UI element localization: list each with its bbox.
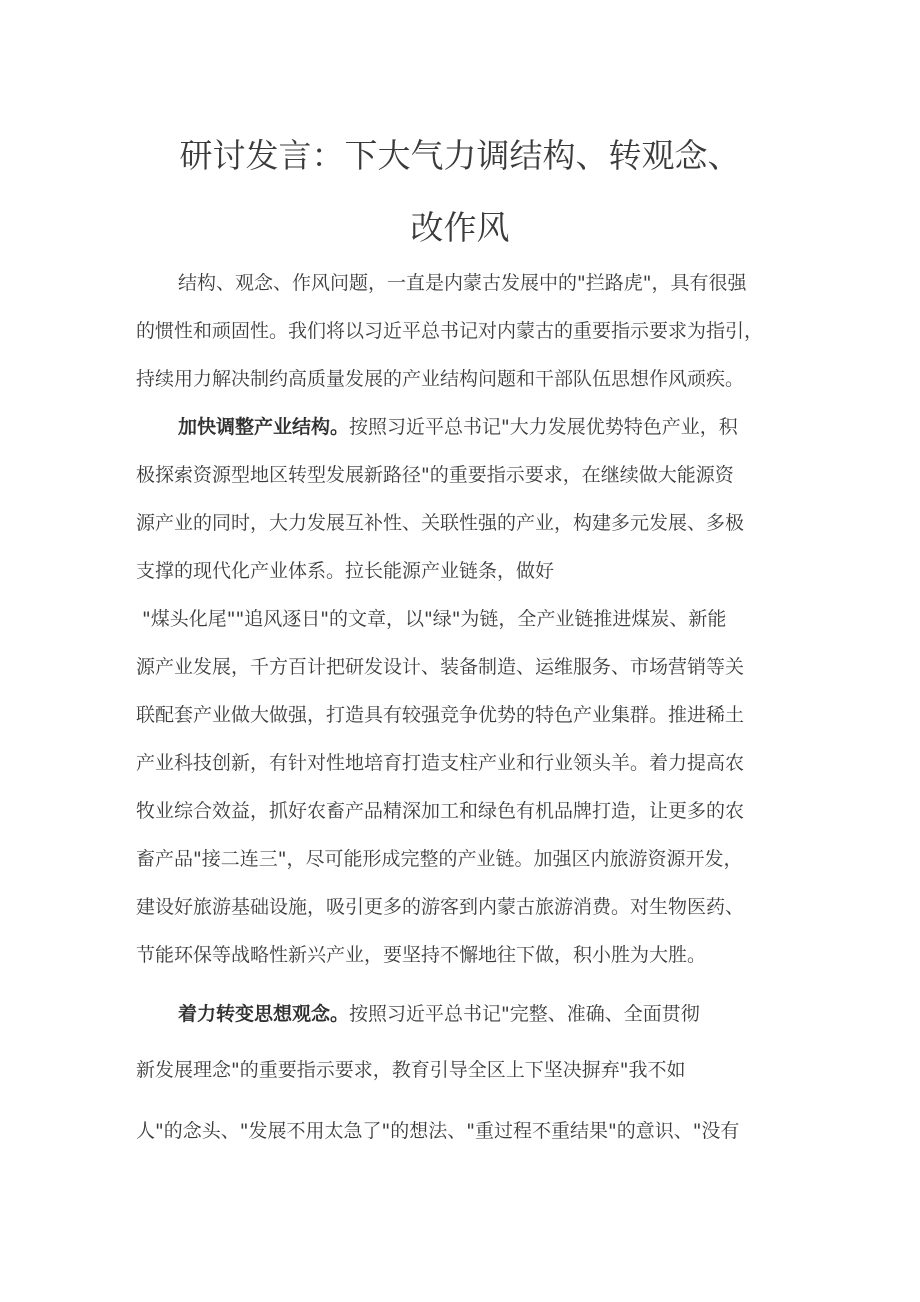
- paragraph-2-line: 联配套产业做大做强，打造具有较强竞争优势的特色产业集群。推进稀土: [136, 704, 745, 726]
- paragraph-1-line: 持续用力解决制约高质量发展的产业结构问题和干部队伍思想作风顽疾。: [136, 368, 745, 390]
- paragraph-3-line: 新发展理念"的重要指示要求，教育引导全区上下坚决摒弃"我不如: [136, 1059, 686, 1081]
- paragraph-2-first-line: [178, 413, 838, 441]
- paragraph-2-line: 畜产品"接二连三"，尽可能形成完整的产业链。加强区内旅游资源开发，: [136, 848, 743, 870]
- paragraph-1-line: 的惯性和顽固性。我们将以习近平总书记对内蒙古的重要指示要求为指引，: [136, 320, 764, 342]
- paragraph-2-line: 产业科技创新，有针对性地培育打造支柱产业和行业领头羊。着力提高农: [136, 752, 745, 774]
- document-title-line-2: 改作风: [410, 208, 510, 247]
- document-title-line-1: 研讨发言：下大气力调结构、转观念、: [179, 136, 741, 175]
- paragraph-2-line: 支撑的现代化产业体系。拉长能源产业链条，做好: [136, 560, 555, 582]
- paragraph-2-line: "煤头化尾""追风逐日"的文章，以"绿"为链，全产业链推进煤炭、新能: [142, 608, 727, 630]
- paragraph-3-first-line: [178, 1000, 838, 1028]
- paragraph-3-line: 人"的念头、"发展不用太急了"的想法、"重过程不重结果"的意识、"没有: [136, 1120, 740, 1142]
- paragraph-2-line: 牧业综合效益，抓好农畜产品精深加工和绿色有机品牌打造，让更多的农: [136, 800, 745, 822]
- paragraph-2-heading: 加快调整产业结构。: [178, 416, 350, 438]
- paragraph-2-first-line-text: 按照习近平总书记"大力发展优势特色产业，积: [349, 416, 738, 438]
- paragraph-2-line: 源产业发展，千方百计把研发设计、装备制造、运维服务、市场营销等关: [136, 656, 745, 678]
- paragraph-3-first-line-text: 按照习近平总书记"完整、准确、全面贯彻: [349, 1003, 700, 1025]
- paragraph-2-line: 源产业的同时，大力发展互补性、关联性强的产业，构建多元发展、多极: [136, 512, 745, 534]
- paragraph-2-line: 节能环保等战略性新兴产业，要坚持不懈地往下做，积小胜为大胜。: [136, 944, 707, 966]
- paragraph-3-heading: 着力转变思想观念。: [178, 1003, 350, 1025]
- paragraph-1-line: 结构、观念、作风问题，一直是内蒙古发展中的"拦路虎"，具有很强: [178, 272, 747, 294]
- paragraph-2-line: 极探索资源型地区转型发展新路径"的重要指示要求，在继续做大能源资: [136, 464, 734, 486]
- paragraph-2-line: 建设好旅游基础设施，吸引更多的游客到内蒙古旅游消费。对生物医药、: [136, 896, 745, 918]
